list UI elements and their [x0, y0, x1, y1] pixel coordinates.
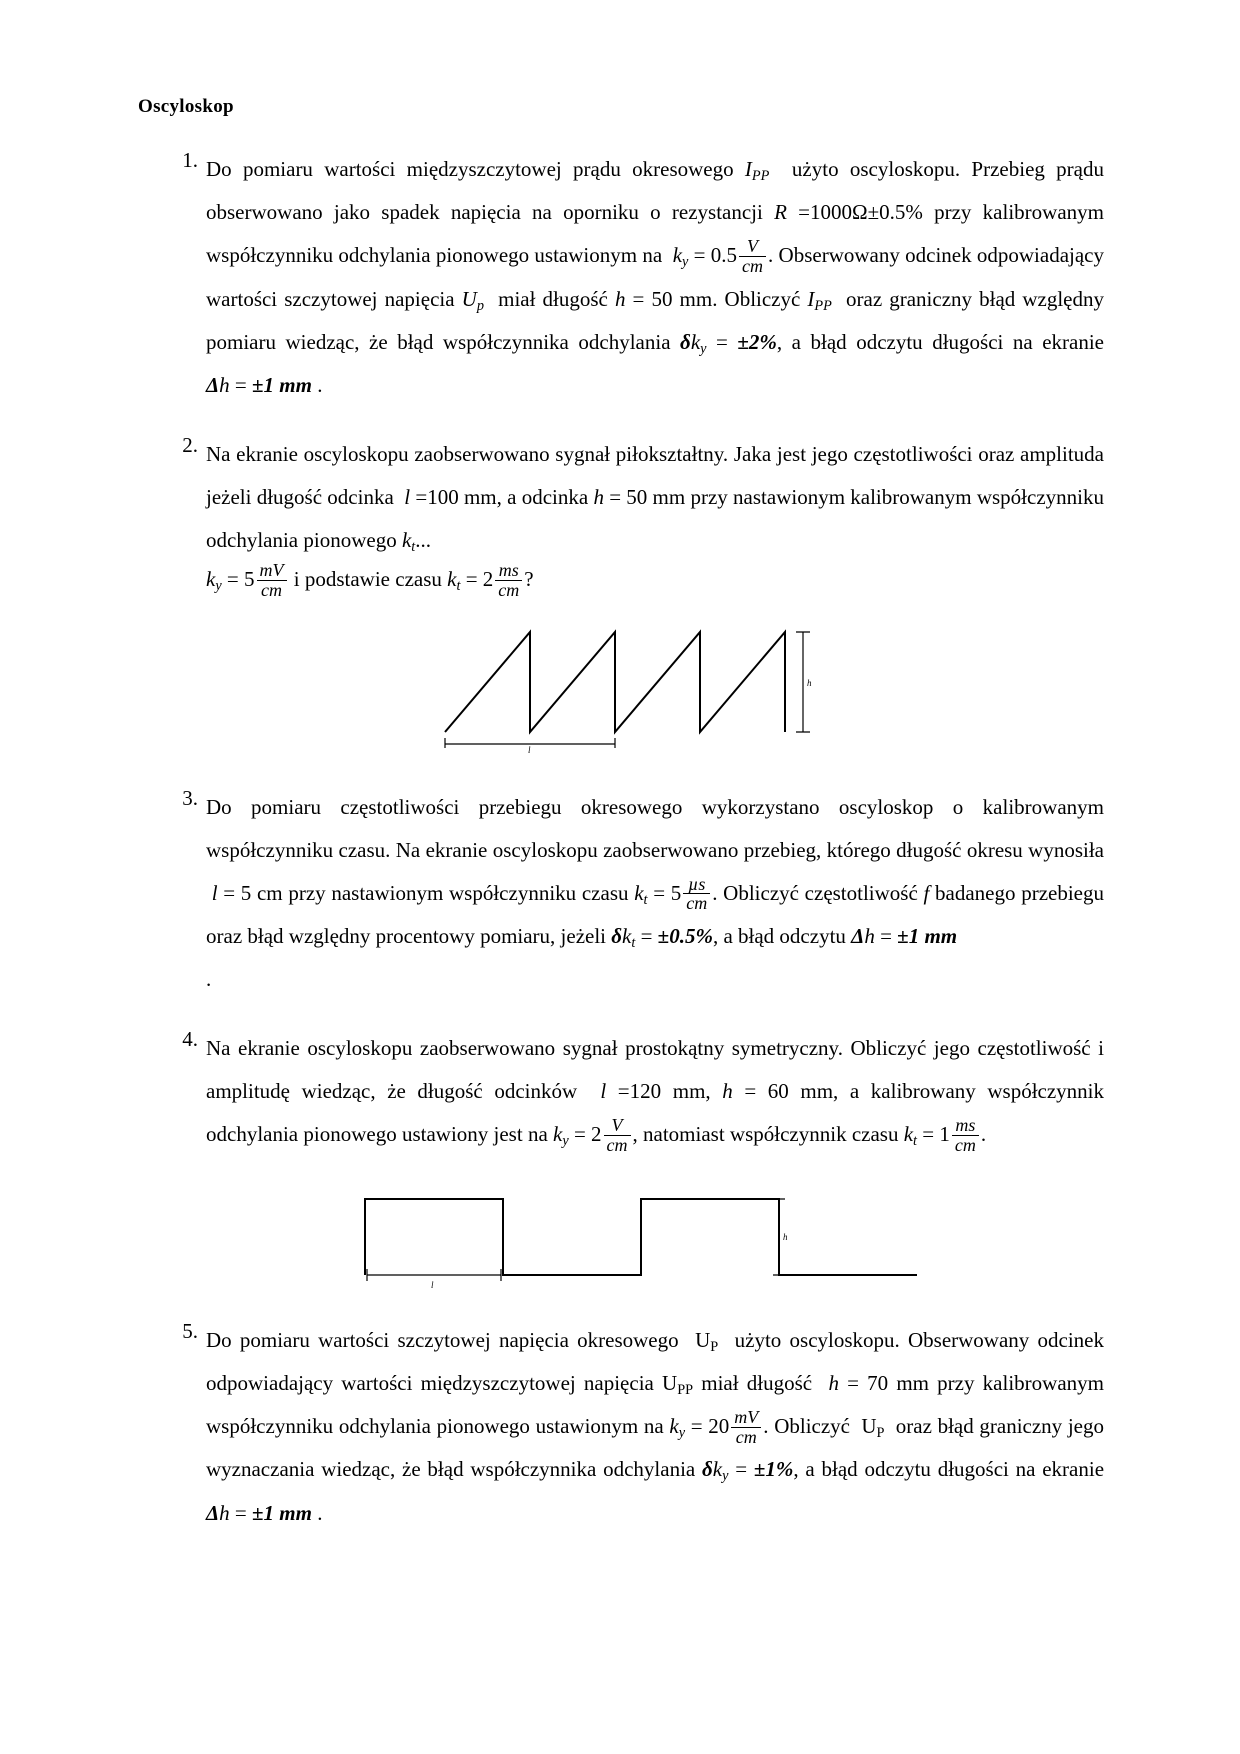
- problem-text-5: Do pomiaru wartości szczytowej napięcia okresowego $U_P$ użyto oscyloskopu. Obserwowany odcinek odpowiadający wartości międzyszczytowej napięcia $U_{PP}$ miał długość h = 70 mm przy kalibrowanym współczynniku odchylania pionowego ustawionym na $k_y = 20$ $\frac{mV}{cm}$ . Obliczyć $U_P$ oraz błąd graniczny jego wyznaczania wiedząc, że błąd współczynnika odchylania $\delta k_y = \pm 1\%$, a błąd odczytu długości na ekranie Δh = ±1 mm .: [206, 1327, 1105, 1525]
- problem-text-2-formula: $k_y = 5$ $\frac{mV}{cm}$ i podstawie czasu $k_t = 2$ $\frac{ms}{cm}$ ?: [206, 560, 534, 601]
- square-label-h: h: [783, 1231, 788, 1242]
- problem-number-1: 1.: [182, 148, 198, 172]
- problem-item-3: [136, 786, 1104, 1002]
- problem-text-4: Na ekranie oscyloskopu zaobserwowano sygnał prostokątny symetryczny. Obliczyć jego częstotliwość i amplitudę wiedząc, że długość odcinków l =120 mm, h = 60 mm, a kalibrowany współczynnik odchylania pionowego ustawiony jest na $k_y = 2$ $\frac{V}{cm}$ , natomiast współczynnik czasu $k_t = 1$ $\frac{ms}{cm}$ .: [206, 1036, 1105, 1156]
- problem-text-1: Do pomiaru wartości międzyszczytowej prądu okresowego $I_{PP}$ użyto oscyloskopu. Przebieg prądu obserwowano jako spadek napięcia na oporniku o rezystancji R =1000Ω±0.5% przy kalibrowanym współczynniku odchylania pionowego ustawionym na $k_y = 0.5$ $\frac{V}{cm}$ . Obserwowany odcinek odpowiadający wartości szczytowej napięcia $U_p$ miał długość h = 50 mm. Obliczyć $I_{PP}$ oraz graniczny błąd względny pomiaru wiedząc, że błąd współczynnika odchylania $\delta k_y = \pm 2\%$, a błąd odczytu długości na ekranie Δh = ±1 mm .: [206, 157, 1105, 398]
- figure-square: [206, 1183, 1104, 1293]
- sawtooth-label-l: l: [528, 744, 531, 755]
- page-title: Oscyloskop: [138, 96, 234, 117]
- sawtooth-label-h: h: [807, 677, 812, 688]
- problem-text-2: Na ekranie oscyloskopu zaobserwowano sygnał piłokształtny. Jaka jest jego częstotliwości oraz amplituda jeżeli długość odcinka l =100 mm, a odcinka h = 50 mm przy nastawionym kalibrowanym współczynniku odchylania pionowego $k_t$...: [206, 442, 1104, 556]
- problem-number-4: 4.: [182, 1027, 198, 1052]
- problem-number-3: 3.: [182, 785, 198, 810]
- problem-item-4: [136, 1027, 1104, 1292]
- problem-number-2: 2.: [182, 433, 198, 458]
- square-label-l: l: [431, 1279, 434, 1290]
- figure-sawtooth: [206, 620, 1104, 760]
- problem-list: [136, 148, 1104, 1535]
- problem-text-3: Do pomiaru częstotliwości przebiegu okresowego wykorzystano oscyloskop o kalibrowanym współczynniku czasu. Na ekranie oscyloskopu zaobserwowano przebieg, którego długość okresu wynosiła l = 5 cm przy nastawionym współczynniku czasu $k_t = 5$ $\frac{\text{µs}}{cm}$ . Obliczyć częstotliwość f badanego przebiegu oraz błąd względny procentowy pomiaru, jeżeli $\delta k_t = \pm 0.5\%$, a błąd odczytu Δh = ±1 mm .: [206, 794, 1104, 992]
- problem-item-2: [136, 433, 1104, 760]
- problem-item-5: [136, 1319, 1104, 1535]
- problem-number-5: 5.: [182, 1318, 198, 1343]
- problem-item-1: [136, 148, 1104, 407]
